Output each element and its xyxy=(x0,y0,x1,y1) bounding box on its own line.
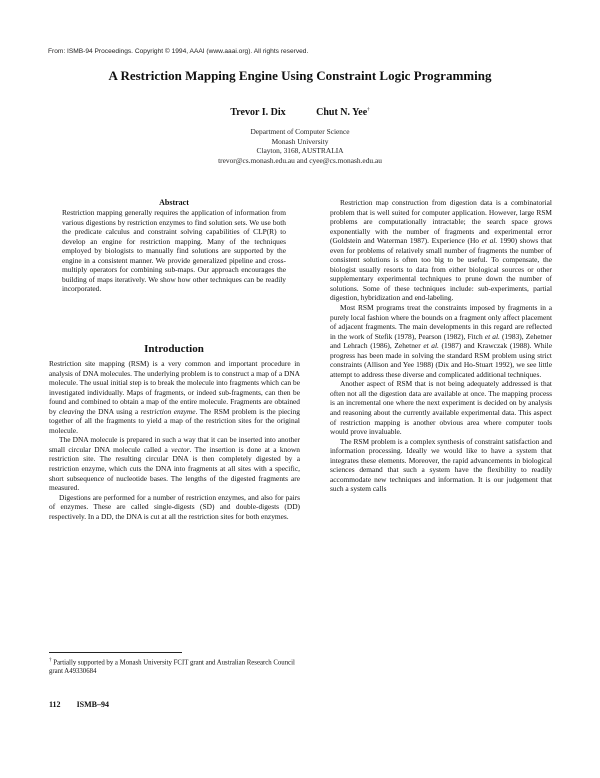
footnote-text: Partially supported by a Monash University FCIT grant and Australian Research Council grant A49330684 xyxy=(49,659,295,676)
abstract-text: Restriction mapping generally requires the application of information from various digestions by restriction enzymes to find solution sets. We use both the predicate calculus and constraint solving capabilities of CLP(R) to develop an engine for restriction mapping. Many of the techniques employed by biologists to manually find solutions are supported by the engine in a consistent manner. We provide generalized pipeline and cross-multiply operators for combining sub-maps. Our approach encourages the building of maps iteratively. We show how other techniques can be readily incorporated. xyxy=(62,208,286,294)
venue: ISMB–94 xyxy=(76,700,110,709)
text: 1990) shows that even for problems of relatively small number of fragments the number of consistent solutions is often too big to be useful. To compensate, the biologist usually resorts to data from either biological sources or other supplementary experimental techniques to prune down the number of solutions. Some of these techniques include: sub-experiments, partial digestion, hybridization and end-labeling. xyxy=(330,236,553,303)
source-notice: From: ISMB-94 Proceedings. Copyright © 1994, AAAI (www.aaai.org). All rights reserved. xyxy=(48,48,309,55)
page-footer xyxy=(49,700,125,709)
paragraph xyxy=(330,198,552,303)
abstract-heading: Abstract xyxy=(159,198,189,207)
text: Most RSM programs treat the constraints imposed by fragments in a purely local fashion where the bounds on a fragment only affect placement of adjacent fragments. The main developments in this regard are reflected in the work of Stefik (1978), Pearson (1982), Fitch xyxy=(330,303,552,341)
abstract-body xyxy=(62,208,286,294)
text: the DNA using a xyxy=(84,406,141,416)
affiliation xyxy=(0,127,600,165)
author xyxy=(230,107,285,118)
department: Department of Computer Science xyxy=(250,127,350,136)
author-name: Trevor I. Dix xyxy=(230,107,286,118)
text: (1983), Zehetner and Lehrach (1986), Zehetner xyxy=(330,331,552,351)
university: Monash University xyxy=(271,136,329,146)
paragraph: Another aspect of RSM that is not being adequately addressed is that often not all the digestion data are available at once. The mapping process is an incremental one where the next experiment is decided on by analysis and reasoning about the currently available experimental data. This aspect of restriction mapping is another obvious area where computer tools would prove invaluable. xyxy=(330,379,552,437)
text: . The RSM problem is the piecing together of all the fragments to yield a map of the restriction sites for the original molecule. xyxy=(49,406,300,435)
text: The DNA molecule is prepared in such a way that it can be inserted into another small circular DNA molecule called a xyxy=(49,435,300,454)
paragraph: The RSM problem is a complex synthesis of constraint satisfaction and information processing. Ideally we would like to have a system that integrates these elements. Moreover, the rapid advancements in biological sciences demand that such a system have the flexibility to readily accommodate new techniques and information. It is our judgement that such a system calls xyxy=(330,436,552,494)
paragraph: Digestions are performed for a number of restriction enzymes, and also for pairs of enzymes. These are called single-digests (SD) and double-digests (DD) respectively. In a DD, the DNA is cut at all the restriction sites for both enzymes. xyxy=(49,492,300,521)
emphasis: et al. xyxy=(423,341,439,351)
author-list xyxy=(0,107,600,118)
paper-title: A Restriction Mapping Engine Using Constraint Logic Programming xyxy=(108,68,492,83)
footnote xyxy=(49,656,304,676)
introduction-body xyxy=(49,359,300,521)
emphasis: et al. xyxy=(481,236,498,246)
right-column-body xyxy=(330,198,552,494)
paragraph xyxy=(49,435,300,492)
text: . The insertion is done at a known restriction site. The resulting circular DNA is then completely digested by a restriction enzyme, which cuts the DNA into fragments at all sites with a specific, short subsequence of nucleotide bases. The lengths of the digested fragments are measured. xyxy=(49,444,301,493)
address: Clayton, 3168, AUSTRALIA xyxy=(256,146,344,156)
footnote-mark: † xyxy=(367,107,370,113)
footnote-mark: † xyxy=(49,658,52,663)
paragraph xyxy=(49,359,300,435)
introduction-heading: Introduction xyxy=(144,343,204,355)
emphasis: et al. xyxy=(484,331,500,341)
paragraph xyxy=(330,303,552,379)
text: Restriction map construction from digestion data is a combinatorial problem that is well suited for computer application. However, large RSM problems are computationally intractable; the search space grows exponentially with the number of fragments and experimental error (Goldstein and Waterman 1987). Experience (Ho xyxy=(330,198,552,246)
text: (1987) and Krawczak (1988). While progress has been made in solving the standard RSM problem using strict constraints (Allison and Yee 1988) (Dix and Ho-Stuart 1992), we see little attempt to address these diverse and complicated additional techniques. xyxy=(330,341,552,379)
emphasis: cleaving xyxy=(58,406,84,416)
emails: trevor@cs.monash.edu.au and cyee@cs.monash.edu.au xyxy=(218,155,382,165)
author xyxy=(316,107,370,118)
text: Restriction site mapping (RSM) is a very common and important procedure in analysis of DNA molecules. The underlying problem is to construct a map of a DNA molecule. The usual initial step is to break the molecule into fragments which can be investigated individually. Maps of fragments, or indeed sub-fragments, can then be found and combined to obtain a map of the entire molecule. Fragments are obtained by xyxy=(49,359,300,416)
author-name: Chut N. Yee xyxy=(316,107,368,118)
page-number: 112 xyxy=(49,700,61,709)
emphasis: vector xyxy=(171,444,190,454)
footnote-divider xyxy=(49,652,182,653)
emphasis: restriction enzyme xyxy=(140,406,196,416)
